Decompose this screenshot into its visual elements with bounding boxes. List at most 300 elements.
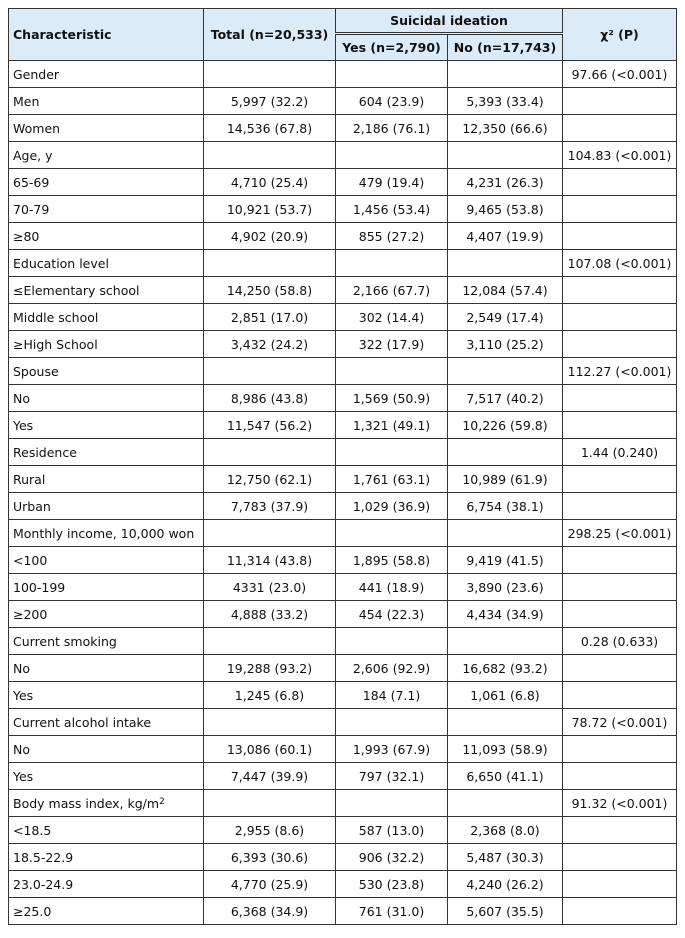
cell-characteristic [9,520,204,547]
cell-no [448,115,563,142]
cell-chi-square [563,412,677,439]
cell-no [448,871,563,898]
header-yes: Yes (n=2,790) [336,34,448,61]
cell-characteristic-text: Gender [13,66,60,82]
cell-chi-square [563,817,677,844]
cell-characteristic-text: Spouse [13,363,59,379]
cell-yes [336,412,448,439]
cell-total-text: 6,393 (30.6) [230,849,309,865]
cell-characteristic [9,385,204,412]
table-row [9,628,677,655]
table-row [9,88,677,115]
cell-chi-square [563,439,677,466]
table-row [9,61,677,88]
cell-characteristic [9,898,204,925]
table-row [9,736,677,763]
cell-total [204,682,336,709]
cell-yes-text: 587 (13.0) [358,822,425,838]
cell-characteristic [9,412,204,439]
cell-chi-square-text: 298.25 (<0.001) [567,525,672,541]
cell-chi-square [563,331,677,358]
cell-yes [336,142,448,169]
cell-characteristic [9,331,204,358]
cell-yes [336,466,448,493]
cell-yes-text: 441 (18.9) [358,579,425,595]
cell-yes [336,223,448,250]
cell-yes [336,61,448,88]
cell-chi-square [563,736,677,763]
cell-characteristic-text: 65-69 [13,174,50,190]
cell-characteristic-text: ≥200 [13,606,48,622]
cell-characteristic [9,844,204,871]
cell-no-text: 5,487 (30.3) [466,849,544,865]
cell-chi-square [563,385,677,412]
table-row [9,709,677,736]
cell-characteristic-text: ≥High School [13,336,98,352]
cell-yes [336,817,448,844]
cell-total [204,574,336,601]
cell-no-text: 7,517 (40.2) [466,390,544,406]
cell-characteristic-text: ≥80 [13,228,40,244]
cell-no [448,196,563,223]
cell-yes [336,763,448,790]
cell-total [204,655,336,682]
cell-no [448,223,563,250]
cell-yes-text: 454 (22.3) [358,606,425,622]
cell-yes-text: 184 (7.1) [362,687,421,703]
cell-characteristic [9,763,204,790]
cell-yes-text: 302 (14.4) [358,309,425,325]
table-row [9,601,677,628]
cell-no [448,169,563,196]
cell-no [448,493,563,520]
cell-chi-square [563,655,677,682]
cell-chi-square [563,169,677,196]
cell-no-text: 5,607 (35.5) [466,903,544,919]
cell-total-text: 19,288 (93.2) [226,660,313,676]
cell-no-text: 4,434 (34.9) [466,606,544,622]
cell-total-text: 4,770 (25.9) [230,876,309,892]
cell-chi-square [563,601,677,628]
cell-no [448,736,563,763]
cell-characteristic [9,817,204,844]
cell-chi-square [563,682,677,709]
cell-characteristic [9,169,204,196]
cell-total-text: 4,888 (33.2) [230,606,309,622]
cell-total-text: 12,750 (62.1) [226,471,313,487]
cell-no-text: 10,989 (61.9) [462,471,548,487]
cell-total [204,898,336,925]
cell-characteristic [9,736,204,763]
cell-characteristic [9,655,204,682]
cell-chi-square [563,493,677,520]
table-row [9,358,677,385]
cell-total-text: 4,902 (20.9) [230,228,309,244]
cell-no [448,466,563,493]
cell-chi-square-text: 104.83 (<0.001) [567,147,672,163]
cell-no-text: 4,231 (26.3) [466,174,544,190]
table-row [9,682,677,709]
cell-chi-square [563,763,677,790]
cell-no [448,709,563,736]
cell-no [448,682,563,709]
header-suicidal-ideation: Suicidal ideation [336,9,563,34]
characteristics-table [8,8,677,925]
cell-characteristic-text: Monthly income, 10,000 won [13,525,195,541]
cell-chi-square-text: 97.66 (<0.001) [571,66,668,82]
cell-total [204,628,336,655]
cell-yes-text: 797 (32.1) [358,768,425,784]
cell-yes [336,736,448,763]
cell-total-text: 11,547 (56.2) [226,417,313,433]
cell-characteristic [9,196,204,223]
cell-yes [336,250,448,277]
cell-total [204,304,336,331]
cell-yes [336,439,448,466]
cell-total-text: 14,536 (67.8) [226,120,313,136]
cell-no [448,790,563,817]
cell-total-text: 13,086 (60.1) [226,741,313,757]
cell-yes-text: 322 (17.9) [358,336,425,352]
cell-chi-square [563,844,677,871]
cell-characteristic-text: 70-79 [13,201,50,217]
table-row [9,790,677,817]
table-row [9,574,677,601]
cell-characteristic-text: Yes [13,417,34,433]
cell-total [204,709,336,736]
cell-no [448,574,563,601]
cell-characteristic-text: Yes [13,768,34,784]
cell-characteristic-text: 23.0-24.9 [13,876,74,892]
cell-yes [336,331,448,358]
cell-characteristic-text: ≥25.0 [13,903,52,919]
cell-no-text: 3,890 (23.6) [466,579,544,595]
cell-chi-square [563,304,677,331]
cell-yes-text: 1,321 (49.1) [352,417,431,433]
cell-characteristic-text: 18.5-22.9 [13,849,74,865]
cell-yes-text: 1,993 (67.9) [352,741,431,757]
cell-yes [336,601,448,628]
cell-no-text: 12,350 (66.6) [462,120,548,136]
table-row [9,871,677,898]
cell-no [448,358,563,385]
cell-characteristic-text: Middle school [13,309,99,325]
cell-total [204,601,336,628]
cell-characteristic-text: Women [13,120,61,136]
cell-total [204,61,336,88]
cell-no-text: 6,754 (38.1) [466,498,544,514]
cell-characteristic-text: Urban [13,498,51,514]
cell-total [204,493,336,520]
table-row [9,277,677,304]
cell-no-text: 9,465 (53.8) [466,201,544,217]
cell-chi-square [563,574,677,601]
table-row [9,385,677,412]
cell-total-text: 11,314 (43.8) [226,552,313,568]
cell-characteristic-text: Age, y [13,147,53,163]
cell-no [448,331,563,358]
cell-characteristic [9,574,204,601]
cell-chi-square [563,61,677,88]
cell-total [204,790,336,817]
cell-yes-text: 855 (27.2) [358,228,425,244]
cell-chi-square [563,196,677,223]
cell-chi-square-text: 1.44 (0.240) [580,444,659,460]
cell-characteristic [9,358,204,385]
cell-yes-text: 530 (23.8) [358,876,425,892]
cell-characteristic [9,790,204,817]
cell-total [204,736,336,763]
cell-yes [336,790,448,817]
cell-total [204,331,336,358]
cell-total [204,871,336,898]
cell-no [448,61,563,88]
cell-no [448,520,563,547]
cell-chi-square-text: 112.27 (<0.001) [567,363,672,379]
cell-characteristic [9,547,204,574]
cell-yes-text: 1,895 (58.8) [352,552,431,568]
cell-no [448,655,563,682]
cell-yes [336,898,448,925]
cell-characteristic-text: Current smoking [13,633,117,649]
table-row [9,331,677,358]
cell-characteristic-text: Education level [13,255,109,271]
cell-chi-square [563,358,677,385]
table-row [9,142,677,169]
cell-chi-square-text: 0.28 (0.633) [580,633,659,649]
cell-total-text: 2,851 (17.0) [230,309,309,325]
table-row [9,250,677,277]
cell-characteristic-text: 100-199 [13,579,66,595]
cell-no [448,385,563,412]
cell-yes-text: 1,761 (63.1) [352,471,431,487]
cell-chi-square [563,223,677,250]
cell-total-text: 14,250 (58.8) [226,282,313,298]
cell-no-text: 5,393 (33.4) [466,93,544,109]
cell-characteristic [9,601,204,628]
cell-no-text: 1,061 (6.8) [470,687,540,703]
cell-characteristic-text: Rural [13,471,46,487]
table-body [9,61,677,925]
cell-total-text: 7,783 (37.9) [230,498,309,514]
cell-yes [336,115,448,142]
cell-no [448,142,563,169]
table-row [9,817,677,844]
cell-characteristic [9,250,204,277]
cell-no-text: 9,419 (41.5) [466,552,544,568]
cell-total [204,412,336,439]
cell-total [204,385,336,412]
cell-total-text: 5,997 (32.2) [230,93,309,109]
cell-yes-text: 1,456 (53.4) [352,201,431,217]
header-characteristic: Characteristic [9,9,204,61]
cell-no [448,601,563,628]
cell-yes [336,844,448,871]
cell-yes [336,628,448,655]
cell-total-text: 2,955 (8.6) [234,822,305,838]
cell-total [204,196,336,223]
cell-total [204,142,336,169]
cell-chi-square [563,142,677,169]
cell-no-text: 3,110 (25.2) [466,336,544,352]
cell-characteristic [9,709,204,736]
table-container [8,8,677,925]
cell-yes [336,709,448,736]
cell-total-text: 4,710 (25.4) [230,174,309,190]
cell-chi-square [563,277,677,304]
cell-chi-square [563,709,677,736]
cell-chi-square-text: 91.32 (<0.001) [571,795,668,811]
cell-characteristic [9,628,204,655]
cell-total [204,466,336,493]
cell-characteristic [9,223,204,250]
cell-chi-square [563,115,677,142]
cell-characteristic [9,871,204,898]
cell-total [204,277,336,304]
cell-total-text: 3,432 (24.2) [230,336,309,352]
cell-total [204,358,336,385]
cell-characteristic [9,439,204,466]
cell-yes [336,385,448,412]
cell-total [204,520,336,547]
cell-no-text: 11,093 (58.9) [462,741,548,757]
table-row [9,763,677,790]
table-row [9,412,677,439]
cell-no [448,88,563,115]
cell-characteristic-text: ≤Elementary school [13,282,140,298]
cell-no [448,628,563,655]
cell-characteristic [9,682,204,709]
cell-total [204,115,336,142]
cell-chi-square [563,250,677,277]
cell-no [448,250,563,277]
cell-no-text: 2,368 (8.0) [470,822,540,838]
cell-yes-text: 761 (31.0) [358,903,425,919]
cell-characteristic-text: Current alcohol intake [13,714,152,730]
cell-characteristic-text: No [13,390,30,406]
cell-total-text: 8,986 (43.8) [230,390,309,406]
cell-total [204,547,336,574]
cell-total [204,169,336,196]
cell-total [204,817,336,844]
cell-yes-text: 479 (19.4) [358,174,425,190]
table-row [9,439,677,466]
cell-characteristic-text: <100 [13,552,48,568]
cell-yes-text: 1,569 (50.9) [352,390,431,406]
unit-superscript: 2 [159,796,165,807]
cell-total [204,439,336,466]
table-row [9,898,677,925]
cell-total [204,844,336,871]
table-row [9,223,677,250]
cell-characteristic-text: <18.5 [13,822,52,838]
table-row [9,304,677,331]
cell-no-text: 10,226 (59.8) [462,417,548,433]
table-header [9,9,677,61]
cell-no [448,817,563,844]
cell-yes-text: 2,606 (92.9) [352,660,431,676]
cell-no-text: 12,084 (57.4) [462,282,548,298]
cell-no-text: 6,650 (41.1) [466,768,544,784]
cell-no [448,844,563,871]
cell-yes [336,358,448,385]
table-row [9,655,677,682]
cell-characteristic-text: No [13,660,30,676]
cell-yes [336,196,448,223]
cell-chi-square-text: 78.72 (<0.001) [571,714,668,730]
cell-chi-square [563,898,677,925]
cell-characteristic [9,61,204,88]
cell-yes [336,682,448,709]
cell-characteristic-text: Yes [13,687,34,703]
cell-no [448,439,563,466]
cell-no [448,277,563,304]
table-row [9,196,677,223]
cell-characteristic [9,277,204,304]
cell-no-text: 2,549 (17.4) [466,309,544,325]
cell-yes [336,520,448,547]
cell-characteristic [9,115,204,142]
cell-chi-square [563,628,677,655]
cell-characteristic [9,304,204,331]
header-total: Total (n=20,533) [204,9,336,61]
cell-yes [336,655,448,682]
cell-total [204,763,336,790]
cell-total [204,223,336,250]
cell-yes [336,871,448,898]
cell-yes-text: 2,186 (76.1) [352,120,431,136]
cell-characteristic [9,493,204,520]
cell-yes [336,277,448,304]
cell-chi-square-text: 107.08 (<0.001) [567,255,672,271]
cell-total-text: 1,245 (6.8) [234,687,305,703]
cell-no-text: 4,240 (26.2) [466,876,544,892]
cell-characteristic-text: Residence [13,444,77,460]
header-chi-square: χ² (P) [563,9,677,61]
cell-chi-square [563,466,677,493]
cell-no-text: 4,407 (19.9) [466,228,544,244]
cell-yes-text: 1,029 (36.9) [352,498,431,514]
cell-total-text: 6,368 (34.9) [230,903,309,919]
cell-yes [336,574,448,601]
table-row [9,844,677,871]
cell-yes [336,304,448,331]
table-row [9,520,677,547]
cell-yes-text: 2,166 (67.7) [352,282,431,298]
cell-no [448,763,563,790]
header-no: No (n=17,743) [448,34,563,61]
cell-characteristic-text: Body mass index, kg/m [13,795,160,811]
cell-chi-square [563,871,677,898]
table-row [9,115,677,142]
cell-characteristic [9,88,204,115]
cell-chi-square [563,547,677,574]
cell-yes [336,169,448,196]
table-row [9,547,677,574]
cell-chi-square [563,88,677,115]
cell-no [448,898,563,925]
cell-characteristic [9,466,204,493]
cell-total-text: 10,921 (53.7) [226,201,313,217]
cell-yes [336,88,448,115]
cell-total-text: 4331 (23.0) [232,579,307,595]
table-row [9,466,677,493]
cell-yes [336,547,448,574]
cell-chi-square [563,520,677,547]
cell-characteristic-text: Men [13,93,40,109]
table-row [9,493,677,520]
cell-no-text: 16,682 (93.2) [462,660,548,676]
